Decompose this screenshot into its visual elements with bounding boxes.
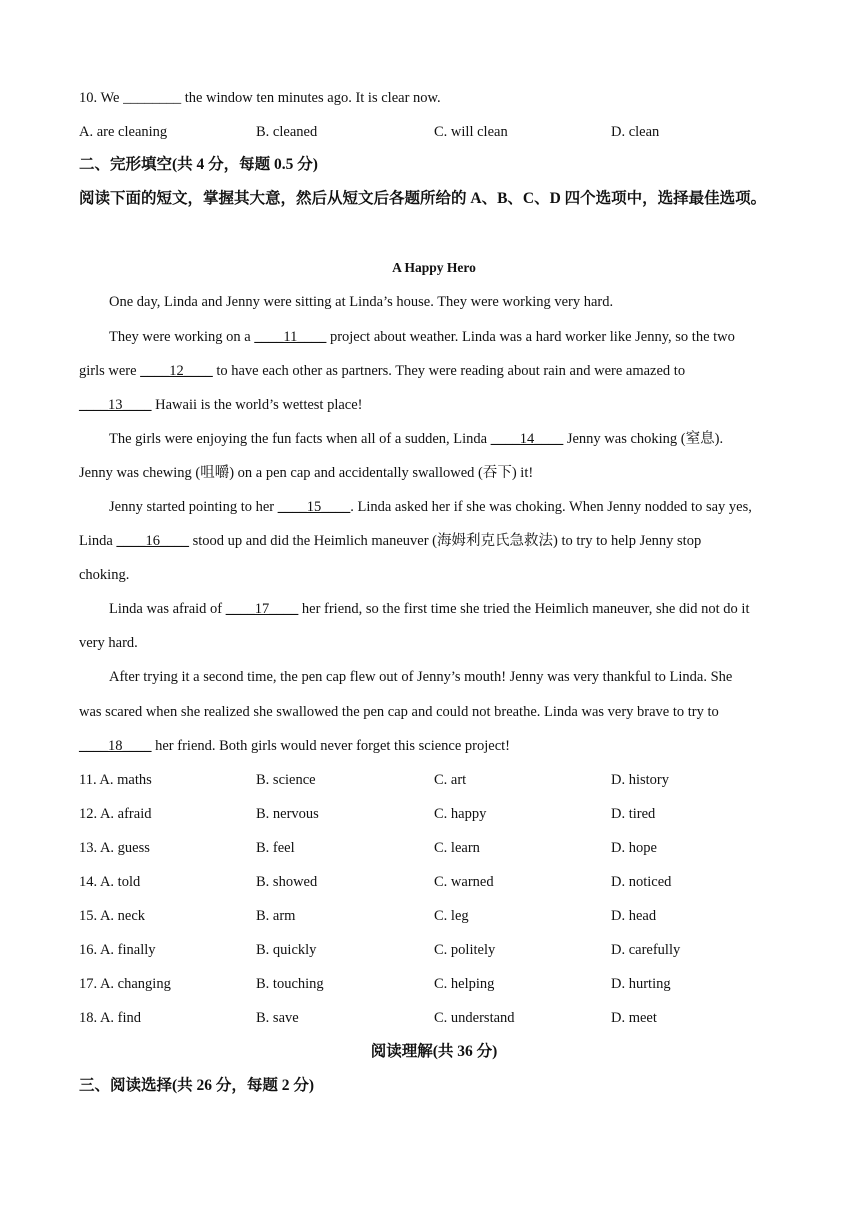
text-span: The girls were enjoying the fun facts when all of a sudden, Linda [109, 431, 491, 447]
q10-option-a[interactable]: A. are cleaning [79, 124, 168, 140]
option-a[interactable]: 12. A. afraid [79, 806, 152, 822]
reading-part-title: 阅读理解(共 36 分) [370, 1043, 498, 1060]
option-c[interactable]: C. understand [434, 1010, 515, 1026]
blank-17: ____17____ [225, 601, 299, 617]
option-c[interactable]: C. art [434, 772, 467, 788]
section2-heading: 二、完形填空(共 4 分，每题 0.5 分) [79, 156, 318, 173]
passage-p6-line2: was scared when she realized she swallowed the pen cap and could not breathe. Linda was very brave to try to [79, 704, 719, 720]
option-b[interactable]: B. quickly [256, 942, 317, 958]
option-c[interactable]: C. leg [434, 908, 469, 924]
option-a[interactable]: 13. A. guess [79, 840, 150, 856]
blank-12: ____12____ [140, 363, 213, 379]
section2-instruction: 阅读下面的短文，掌握其大意，然后从短文后各题所给的 A、B、C、D 四个选项中，选择最佳选项。 [79, 190, 767, 207]
blank-14: ____14____ [490, 431, 564, 447]
passage-p3-line2: Jenny was chewing (咀嚼) on a pen cap and accidentally swallowed (吞下) it! [79, 465, 534, 481]
option-b[interactable]: B. save [256, 1010, 299, 1026]
passage-p2-line2 [79, 361, 791, 381]
option-a[interactable]: 15. A. neck [79, 908, 146, 924]
text-span: Linda [79, 533, 117, 549]
passage-p6-line3 [79, 736, 791, 756]
text-span: Hawaii is the world’s wettest place! [151, 397, 363, 413]
q10-option-d[interactable]: D. clean [611, 124, 660, 140]
option-c[interactable]: C. politely [434, 942, 496, 958]
option-c[interactable]: C. learn [434, 840, 480, 856]
option-b[interactable]: B. arm [256, 908, 296, 924]
passage-p6-line1: After trying it a second time, the pen cap flew out of Jenny’s mouth! Jenny was very thankful to Linda. She [109, 669, 733, 685]
text-span: Linda was afraid of [109, 601, 226, 617]
passage-p3-line1 [109, 429, 791, 449]
option-d[interactable]: D. hope [611, 840, 657, 856]
passage-p2-line1 [109, 327, 791, 347]
passage-p2-line3 [79, 395, 791, 415]
option-b[interactable]: B. nervous [256, 806, 319, 822]
option-d[interactable]: D. tired [611, 806, 656, 822]
text-span: They were working on a [109, 329, 255, 345]
passage-p5-line2: very hard. [79, 635, 138, 651]
option-a[interactable]: 11. A. maths [79, 772, 152, 788]
option-d[interactable]: D. head [611, 908, 657, 924]
blank-13: ____13____ [79, 397, 152, 413]
blank-11: ____11____ [254, 329, 327, 345]
text-span: her friend. Both girls would never forget this science project! [151, 738, 510, 754]
option-a[interactable]: 14. A. told [79, 874, 141, 890]
option-a[interactable]: 17. A. changing [79, 976, 171, 992]
passage-p1: One day, Linda and Jenny were sitting at Linda’s house. They were working very hard. [109, 294, 614, 310]
option-d[interactable]: D. meet [611, 1010, 657, 1026]
text-span: Jenny started pointing to her [109, 499, 278, 515]
option-d[interactable]: D. hurting [611, 976, 671, 992]
option-c[interactable]: C. warned [434, 874, 494, 890]
section3-heading: 三、阅读选择(共 26 分，每题 2 分) [79, 1077, 315, 1094]
option-a[interactable]: 18. A. find [79, 1010, 142, 1026]
q10-stem: 10. We ________ the window ten minutes ago. It is clear now. [79, 90, 441, 106]
option-b[interactable]: B. feel [256, 840, 295, 856]
option-d[interactable]: D. noticed [611, 874, 672, 890]
blank-16: ____16____ [116, 533, 189, 549]
text-span: to have each other as partners. They were reading about rain and were amazed to [212, 363, 686, 379]
option-b[interactable]: B. showed [256, 874, 318, 890]
text-span: project about weather. Linda was a hard worker like Jenny, so the two [326, 329, 735, 345]
option-b[interactable]: B. touching [256, 976, 324, 992]
option-d[interactable]: D. history [611, 772, 669, 788]
option-a[interactable]: 16. A. finally [79, 942, 156, 958]
passage-p4-line3: choking. [79, 567, 130, 583]
passage-p4-line1 [109, 497, 791, 517]
passage-p5-line1 [109, 599, 791, 619]
q10-option-b[interactable]: B. cleaned [256, 124, 318, 140]
text-span: Jenny was choking (窒息). [563, 431, 724, 447]
option-d[interactable]: D. carefully [611, 942, 681, 958]
text-span: stood up and did the Heimlich maneuver (海姆利克氏急救法) to try to help Jenny stop [188, 533, 702, 549]
text-span: her friend, so the first time she tried the Heimlich maneuver, she did not do it [298, 601, 750, 617]
passage-p4-line2 [79, 531, 791, 551]
blank-15: ____15____ [277, 499, 351, 515]
option-b[interactable]: B. science [256, 772, 316, 788]
option-c[interactable]: C. happy [434, 806, 487, 822]
option-c[interactable]: C. helping [434, 976, 495, 992]
text-span: . Linda asked her if she was choking. When Jenny nodded to say yes, [350, 499, 752, 515]
blank-18: ____18____ [79, 738, 152, 754]
passage-title: A Happy Hero [392, 260, 476, 275]
q10-option-c[interactable]: C. will clean [434, 124, 508, 140]
text-span: girls were [79, 363, 141, 379]
